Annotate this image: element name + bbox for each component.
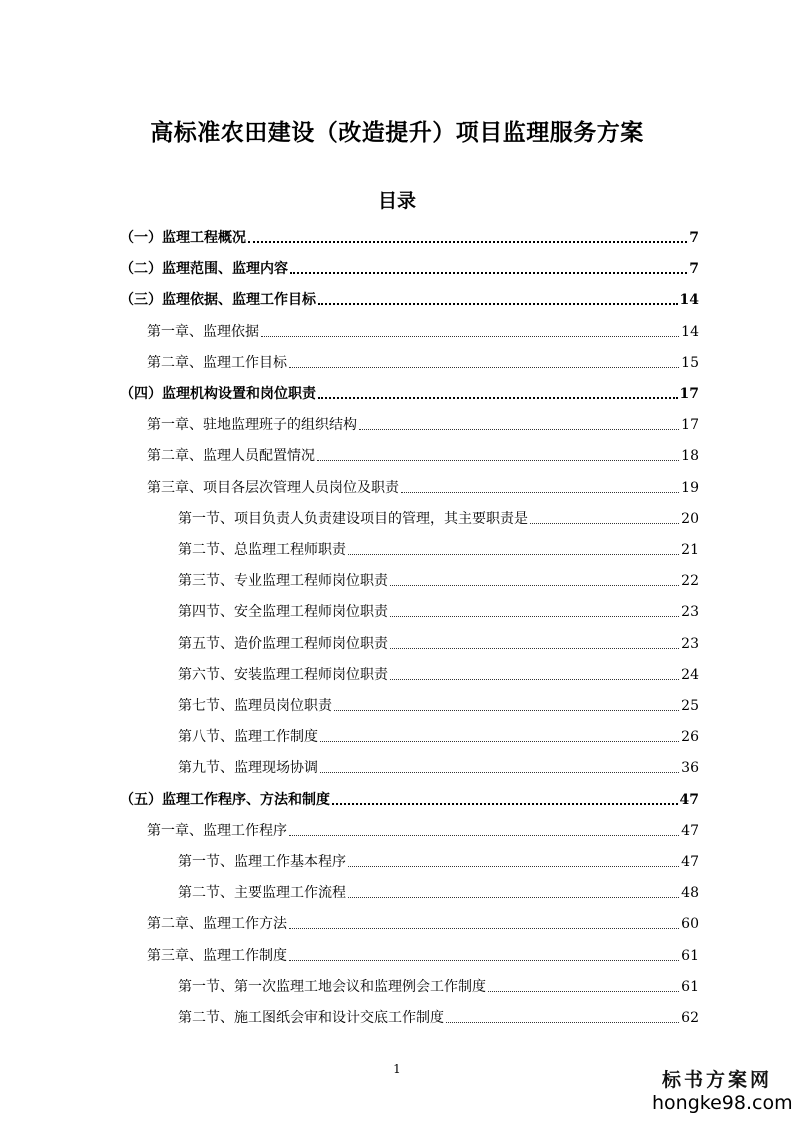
toc-entry-page: 22 (681, 573, 699, 589)
toc-dot-leader (317, 460, 679, 461)
toc-entry-page: 18 (681, 448, 699, 464)
toc-entry-label: （三）监理依据、监理工作目标 (120, 292, 316, 308)
toc-entry[interactable] (0, 1008, 699, 1028)
toc-dot-leader (334, 710, 679, 711)
toc-entry-page: 61 (681, 979, 699, 995)
toc-entry[interactable] (0, 665, 699, 685)
toc-entry-page: 23 (681, 636, 699, 652)
toc-entry-page: 14 (681, 324, 699, 340)
toc-entry[interactable] (0, 696, 699, 716)
toc-entry[interactable] (0, 758, 699, 778)
toc-entry-label: （二）监理范围、监理内容 (120, 261, 288, 277)
toc-dot-leader (359, 429, 679, 430)
toc-entry[interactable] (0, 384, 699, 404)
toc-dot-leader (261, 336, 679, 337)
toc-entry[interactable] (0, 353, 699, 373)
toc-entry-page: 47 (681, 823, 699, 839)
toc-entry-page: 23 (681, 604, 699, 620)
toc-entry-label: （四）监理机构设置和岗位职责 (120, 386, 316, 402)
toc-dot-leader (390, 679, 679, 680)
toc-entry[interactable] (0, 415, 699, 435)
toc-entry-label: 第一节、第一次监理工地会议和监理例会工作制度 (178, 979, 486, 995)
toc-entry[interactable] (0, 509, 699, 529)
toc-entry[interactable] (0, 446, 699, 466)
toc-dot-leader (318, 303, 678, 305)
toc-entry-page: 20 (681, 511, 699, 527)
toc-dot-leader (446, 1022, 679, 1023)
toc-entry-label: 第四节、安全监理工程师岗位职责 (178, 604, 388, 620)
toc-dot-leader (390, 616, 679, 617)
toc-entry[interactable] (0, 228, 699, 248)
toc-dot-leader (289, 367, 679, 368)
toc-entry-label: 第二节、主要监理工作流程 (178, 885, 346, 901)
toc-entry-page: 47 (681, 854, 699, 870)
watermark-logo (652, 1065, 793, 1114)
toc-entry-page: 17 (681, 417, 699, 433)
toc-entry-label: 第七节、监理员岗位职责 (178, 698, 332, 714)
toc-entry[interactable] (0, 946, 699, 966)
toc-entry-label: 第一章、监理工作程序 (147, 823, 287, 839)
toc-entry-page: 24 (681, 667, 699, 683)
toc-entry-label: 第一节、项目负责人负责建设项目的管理，其主要职责是 (178, 511, 528, 527)
toc-dot-leader (290, 272, 687, 274)
toc-entry-page: 25 (681, 698, 699, 714)
toc-entry-label: （一）监理工程概况 (120, 230, 246, 246)
toc-dot-leader (401, 492, 679, 493)
toc-dot-leader (289, 960, 679, 961)
toc-entry[interactable] (0, 852, 699, 872)
toc-entry-label: 第二章、监理工作方法 (147, 916, 287, 932)
toc-entry-page: 15 (681, 355, 699, 371)
toc-entry-page: 17 (679, 386, 699, 402)
toc-dot-leader (390, 648, 679, 649)
toc-dot-leader (289, 835, 679, 836)
page-number: 1 (393, 1062, 401, 1076)
toc-entry[interactable] (0, 914, 699, 934)
toc-entry-page: 7 (689, 230, 699, 246)
toc-entry-page: 14 (679, 292, 699, 308)
toc-entry[interactable] (0, 883, 699, 903)
toc-entry-label: 第二节、施工图纸会审和设计交底工作制度 (178, 1010, 444, 1026)
toc-entry-page: 21 (681, 542, 699, 558)
toc-dot-leader (248, 241, 687, 243)
toc-heading: 目录 (377, 190, 416, 212)
toc-entry-label: 第三节、专业监理工程师岗位职责 (178, 573, 388, 589)
toc-entry-label: （五）监理工作程序、方法和制度 (120, 792, 330, 808)
toc-entry-page: 48 (681, 885, 699, 901)
toc-entry[interactable] (0, 478, 699, 498)
toc-dot-leader (348, 554, 679, 555)
watermark-url: hongke98.com (652, 1092, 793, 1114)
toc-entry[interactable] (0, 790, 699, 810)
toc-dot-leader (530, 523, 679, 524)
toc-dot-leader (348, 866, 679, 867)
toc-entry-page: 36 (681, 760, 699, 776)
toc-entry-label: 第一章、驻地监理班子的组织结构 (147, 417, 357, 433)
toc-entry-label: 第三章、监理工作制度 (147, 948, 287, 964)
toc-entry[interactable] (0, 571, 699, 591)
toc-dot-leader (390, 585, 679, 586)
toc-entry[interactable] (0, 634, 699, 654)
toc-dot-leader (332, 803, 678, 805)
toc-entry[interactable] (0, 322, 699, 342)
toc-dot-leader (320, 772, 679, 773)
toc-entry-page: 62 (681, 1010, 699, 1026)
toc-entry[interactable] (0, 727, 699, 747)
toc-entry-label: 第五节、造价监理工程师岗位职责 (178, 636, 388, 652)
toc-entry-label: 第六节、安装监理工程师岗位职责 (178, 667, 388, 683)
toc-dot-leader (320, 741, 679, 742)
toc-dot-leader (289, 928, 679, 929)
toc-entry-label: 第八节、监理工作制度 (178, 729, 318, 745)
toc-entry[interactable] (0, 977, 699, 997)
toc-entry-page: 19 (681, 480, 699, 496)
toc-entry[interactable] (0, 259, 699, 279)
toc-entry-label: 第二节、总监理工程师职责 (178, 542, 346, 558)
toc-dot-leader (488, 991, 679, 992)
toc-entry[interactable] (0, 290, 699, 310)
toc-entry[interactable] (0, 540, 699, 560)
toc-entry-label: 第一节、监理工作基本程序 (178, 854, 346, 870)
toc-entry-label: 第九节、监理现场协调 (178, 760, 318, 776)
toc-entry[interactable] (0, 821, 699, 841)
toc-dot-leader (348, 897, 679, 898)
watermark-site-name: 标书方案网 (661, 1069, 772, 1091)
toc-entry-label: 第二章、监理人员配置情况 (147, 448, 315, 464)
toc-entry-label: 第三章、项目各层次管理人员岗位及职责 (147, 480, 399, 496)
toc-entry[interactable] (0, 602, 699, 622)
toc-entry-page: 61 (681, 948, 699, 964)
toc-entry-page: 47 (679, 792, 699, 808)
toc-entry-page: 26 (681, 729, 699, 745)
toc-dot-leader (318, 397, 678, 399)
toc-entry-page: 60 (681, 916, 699, 932)
toc-entry-label: 第一章、监理依据 (147, 324, 259, 340)
toc-entry-page: 7 (689, 261, 699, 277)
document-title: 高标准农田建设（改造提升）项目监理服务方案 (150, 119, 644, 146)
toc-entry-label: 第二章、监理工作目标 (147, 355, 287, 371)
